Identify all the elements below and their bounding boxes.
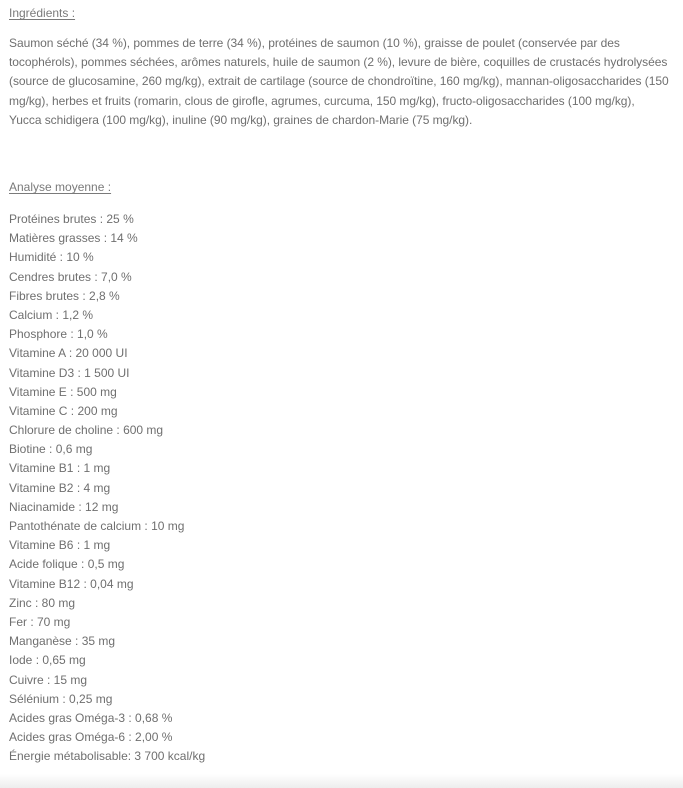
analysis-item: Vitamine E : 500 mg [9, 384, 117, 399]
analysis-item: Fer : 70 mg [9, 614, 71, 629]
analysis-item: Vitamine B12 : 0,04 mg [9, 576, 134, 591]
analysis-item: Acide folique : 0,5 mg [9, 557, 125, 572]
analysis-section [9, 130, 669, 766]
ingredients-section [9, 0, 669, 130]
analysis-list [9, 210, 669, 766]
ingredients-text: Saumon séché (34 %), pommes de terre (34 %), protéines de saumon (10 %), graisse de poulet (conservée par des tocophérols), pommes séchées, arômes naturels, huile de saumon (2 %), levure de bière, coquilles de crustacés hydrolysées (source de glucosamine, 260 mg/kg), extrait de cartilage (source de chondroïtine, 160 mg/kg), mannan-oligosaccharides (150 mg/kg), herbes et fruits (romarin, clous de girofle, agrumes, curcuma, 150 mg/kg), fructo-oligosaccharides (100 mg/kg), Yucca schidigera (100 mg/kg), inuline (90 mg/kg), graines de chardon-Marie (75 mg/kg). [9, 36, 669, 127]
analysis-item: Protéines brutes : 25 % [9, 212, 134, 227]
analysis-item: Fibres brutes : 2,8 % [9, 288, 120, 303]
product-composition [9, 0, 669, 766]
analysis-item: Vitamine B1 : 1 mg [9, 461, 111, 476]
analysis-item: Pantothénate de calcium : 10 mg [9, 519, 185, 534]
analysis-item: Énergie métabolisable: 3 700 kcal/kg [9, 749, 206, 764]
analysis-item: Humidité : 10 % [9, 250, 94, 265]
analysis-item: Vitamine A : 20 000 UI [9, 346, 128, 361]
analysis-item: Vitamine B2 : 4 mg [9, 480, 111, 495]
analysis-item: Iode : 0,65 mg [9, 653, 86, 668]
analysis-item: Matières grasses : 14 % [9, 231, 138, 246]
analysis-item: Vitamine D3 : 1 500 UI [9, 365, 130, 380]
analysis-item: Vitamine C : 200 mg [9, 403, 118, 418]
analysis-item: Cuivre : 15 mg [9, 672, 88, 687]
analysis-item: Calcium : 1,2 % [9, 307, 94, 322]
analysis-item: Biotine : 0,6 mg [9, 442, 93, 457]
analysis-item: Manganèse : 35 mg [9, 634, 116, 649]
bottom-scroll-fade [0, 774, 683, 788]
ingredients-heading: Ingrédients : [9, 6, 76, 20]
analysis-item: Acides gras Oméga-3 : 0,68 % [9, 710, 173, 725]
analysis-heading: Analyse moyenne : [9, 180, 112, 195]
analysis-item: Sélénium : 0,25 mg [9, 691, 113, 706]
analysis-item: Cendres brutes : 7,0 % [9, 269, 132, 284]
analysis-item: Zinc : 80 mg [9, 595, 76, 610]
analysis-item: Phosphore : 1,0 % [9, 327, 108, 342]
analysis-item: Acides gras Oméga-6 : 2,00 % [9, 730, 173, 745]
analysis-item: Vitamine B6 : 1 mg [9, 538, 111, 553]
analysis-item: Chlorure de choline : 600 mg [9, 423, 164, 438]
analysis-item: Niacinamide : 12 mg [9, 499, 119, 514]
